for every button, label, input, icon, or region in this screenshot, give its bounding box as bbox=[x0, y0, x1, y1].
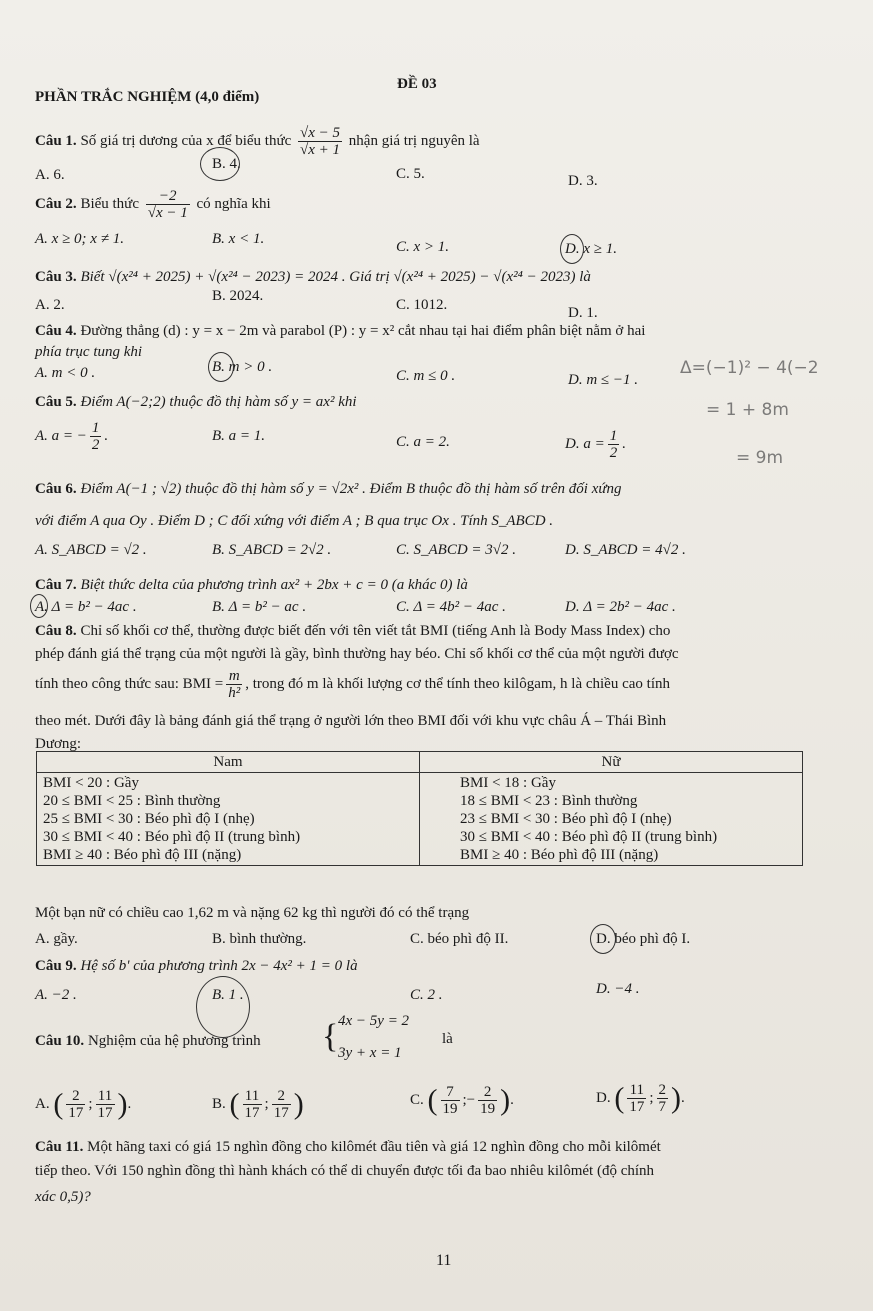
question-7: Câu 7. Biệt thức delta của phương trình ax² + 2bx + c = 0 (a khác 0) là bbox=[35, 577, 468, 593]
answer-circle-mark bbox=[196, 976, 250, 1038]
q7-option-b[interactable]: B. Δ = b² − ac . bbox=[212, 599, 307, 615]
q7-option-a[interactable]: A. Δ = b² − 4ac . bbox=[35, 599, 137, 615]
question-11-line3: xác 0,5)? bbox=[35, 1189, 91, 1205]
question-4: Câu 4. Đường thẳng (d) : y = x − 2m và parabol (P) : y = x² cắt nhau tại hai điểm phân biệt nằm ở hai bbox=[35, 323, 646, 339]
q2-fraction: $\frac{-2}{√x - 1}$ bbox=[147, 188, 188, 221]
question-3: Câu 3. Biết √(x²⁴ + 2025) + √(x²⁴ − 2023) = 2024 . Giá trị √(x²⁴ + 2025) − √(x²⁴ − 2023) là bbox=[35, 269, 591, 285]
handwritten-note: = 9m bbox=[736, 448, 784, 468]
question-9: Câu 9. Hệ số b' của phương trình 2x − 4x² + 1 = 0 là bbox=[35, 958, 358, 974]
q8-option-c[interactable]: C. béo phì độ II. bbox=[410, 931, 509, 947]
question-4-line2: phía trục tung khi bbox=[35, 344, 143, 360]
q2-option-c[interactable]: C. x > 1. bbox=[396, 239, 450, 255]
question-11-line2: tiếp theo. Với 150 nghìn đồng thì hành khách có thể di chuyển được tối đa bao nhiêu kilômét (độ chính bbox=[35, 1163, 655, 1179]
handwritten-note: = 1 + 8m bbox=[706, 400, 789, 420]
q7-option-c[interactable]: C. Δ = 4b² − 4ac . bbox=[396, 599, 506, 615]
q6-option-d[interactable]: D. S_ABCD = 4√2 . bbox=[565, 542, 686, 558]
q6-option-b[interactable]: B. S_ABCD = 2√2 . bbox=[212, 542, 332, 558]
table-cell-male: BMI < 20 : Gầy 20 ≤ BMI < 25 : Bình thường 25 ≤ BMI < 30 : Béo phì độ I (nhẹ) 30 ≤ BMI < 40 : Béo phì độ II (trung bình) BMI ≥ 40 : Béo phì độ III (nặng) bbox=[37, 773, 420, 866]
q7-option-d[interactable]: D. Δ = 2b² − 4ac . bbox=[565, 599, 676, 615]
q4-option-c[interactable]: C. m ≤ 0 . bbox=[396, 368, 456, 384]
handwritten-note: Δ=(−1)² − 4(−2 bbox=[680, 358, 819, 378]
q1-fraction: $\frac{√x - 5}{√x + 1}$ bbox=[300, 125, 341, 158]
q9-option-a[interactable]: A. −2 . bbox=[35, 987, 77, 1003]
answer-circle-mark bbox=[590, 924, 616, 954]
bmi-table bbox=[36, 751, 803, 866]
q9-option-d[interactable]: D. −4 . bbox=[596, 981, 640, 997]
table-header-male: Nam bbox=[37, 752, 420, 773]
section-title: PHẦN TRẮC NGHIỆM (4,0 điểm) bbox=[35, 89, 260, 105]
q1-option-b[interactable]: B. 4. bbox=[212, 156, 241, 172]
question-10-tail: là bbox=[442, 1031, 453, 1047]
question-8: Câu 8. Chỉ số khối cơ thể, thường được biết đến với tên viết tắt BMI (tiếng Anh là Body Mass Index) cho bbox=[35, 623, 671, 639]
answer-circle-mark bbox=[208, 352, 234, 382]
q3-option-a[interactable]: A. 2. bbox=[35, 297, 65, 313]
q2-option-b[interactable]: B. x < 1. bbox=[212, 231, 265, 247]
question-2: Câu 2. Biểu thức $\frac{-2}{√x - 1}$ có nghĩa khi bbox=[35, 188, 271, 221]
question-8-line2: phép đánh giá thể trạng của một người là gầy, bình thường hay béo. Chỉ số khối cơ thể của một người được bbox=[35, 646, 679, 662]
system-brace: { bbox=[322, 1018, 339, 1055]
system-eq1: 4x − 5y = 2 bbox=[338, 1013, 410, 1029]
q10-option-d[interactable]: D. ( $\frac{11}{17}$ ; $\frac{2}{7}$ ). bbox=[596, 1081, 685, 1115]
question-5: Câu 5. Điểm A(−2;2) thuộc đồ thị hàm số y = ax² khi bbox=[35, 394, 357, 410]
answer-circle-mark bbox=[200, 147, 240, 181]
answer-circle-mark bbox=[560, 234, 584, 264]
q10-option-a[interactable]: A. ( $\frac{2}{17}$ ; $\frac{11}{17}$ ). bbox=[35, 1087, 132, 1121]
q1-option-d[interactable]: D. 3. bbox=[568, 173, 598, 189]
q9-option-b[interactable]: B. 1 . bbox=[212, 987, 244, 1003]
question-8-line3: tính theo công thức sau: BMI = $\frac{m}{\text{h²}}$ , trong đó m là khối lượng cơ thể tính theo kilôgam, h là chiều cao tính bbox=[35, 668, 670, 701]
q4-option-d[interactable]: D. m ≤ −1 . bbox=[568, 372, 639, 388]
table-header-female: Nữ bbox=[420, 752, 803, 773]
q3-option-c[interactable]: C. 1012. bbox=[396, 297, 448, 313]
q1-option-c[interactable]: C. 5. bbox=[396, 166, 425, 182]
table-cell-female: BMI < 18 : Gầy 18 ≤ BMI < 23 : Bình thường 23 ≤ BMI < 30 : Béo phì độ I (nhẹ) 30 ≤ BMI < 40 : Béo phì độ II (trung bình) BMI ≥ 40 : Béo phì độ III (nặng) bbox=[420, 773, 803, 866]
q1-option-a[interactable]: A. 6. bbox=[35, 167, 65, 183]
q6-option-c[interactable]: C. S_ABCD = 3√2 . bbox=[396, 542, 517, 558]
q8-option-a[interactable]: A. gầy. bbox=[35, 931, 78, 947]
q5-option-a[interactable]: A. a = − $\frac{1}{2}$ . bbox=[35, 420, 109, 453]
page-number: 11 bbox=[436, 1252, 452, 1269]
question-10: Câu 10. Nghiệm của hệ phương trình bbox=[35, 1033, 261, 1049]
q4-option-b[interactable]: B. m > 0 . bbox=[212, 359, 273, 375]
q8-option-b[interactable]: B. bình thường. bbox=[212, 931, 307, 947]
system-eq2: 3y + x = 1 bbox=[338, 1045, 402, 1061]
q10-option-c[interactable]: C. ( $\frac{7}{19}$ ;− $\frac{2}{19}$ ). bbox=[410, 1083, 514, 1117]
q5-option-c[interactable]: C. a = 2. bbox=[396, 434, 450, 450]
q2-option-d[interactable]: D. x ≥ 1. bbox=[565, 241, 617, 257]
q10-option-b[interactable]: B. ( $\frac{11}{17}$ ; $\frac{2}{17}$ ) bbox=[212, 1087, 304, 1121]
q5-option-b[interactable]: B. a = 1. bbox=[212, 428, 266, 444]
q3-option-b[interactable]: B. 2024. bbox=[212, 288, 264, 304]
q6-option-a[interactable]: A. S_ABCD = √2 . bbox=[35, 542, 147, 558]
q3-option-d[interactable]: D. 1. bbox=[568, 305, 598, 321]
q5-option-d[interactable]: D. a = $\frac{1}{2}$ . bbox=[565, 428, 626, 461]
question-6: Câu 6. Điểm A(−1 ; √2) thuộc đồ thị hàm số y = √2x² . Điểm B thuộc đồ thị hàm số trên đối xứng bbox=[35, 481, 622, 497]
question-6-line2: với điểm A qua Oy . Điểm D ; C đối xứng với điểm A ; B qua trục Ox . Tính S_ABCD . bbox=[35, 513, 554, 529]
question-8-after-table: Một bạn nữ có chiều cao 1,62 m và nặng 62 kg thì người đó có thể trạng bbox=[35, 905, 470, 921]
q8-option-d[interactable]: D. béo phì độ I. bbox=[596, 931, 691, 947]
question-1: Câu 1. Số giá trị dương của x để biểu thức $\frac{√x - 5}{√x + 1}$ nhận giá trị nguyên là bbox=[35, 125, 480, 158]
answer-circle-mark bbox=[30, 594, 48, 618]
q2-option-a[interactable]: A. x ≥ 0; x ≠ 1. bbox=[35, 231, 124, 247]
q4-option-a[interactable]: A. m < 0 . bbox=[35, 365, 96, 381]
question-8-line4: theo mét. Dưới đây là bảng đánh giá thể trạng ở người lớn theo BMI đối với khu vực châu Á – Thái Bình bbox=[35, 713, 667, 729]
question-8-line5: Dương: bbox=[35, 736, 82, 752]
question-11: Câu 11. Một hãng taxi có giá 15 nghìn đồng cho kilômét đầu tiên và giá 12 nghìn đồng cho mỗi kilômét bbox=[35, 1139, 661, 1155]
q9-option-c[interactable]: C. 2 . bbox=[410, 987, 443, 1003]
exam-code: ĐỀ 03 bbox=[397, 76, 437, 92]
